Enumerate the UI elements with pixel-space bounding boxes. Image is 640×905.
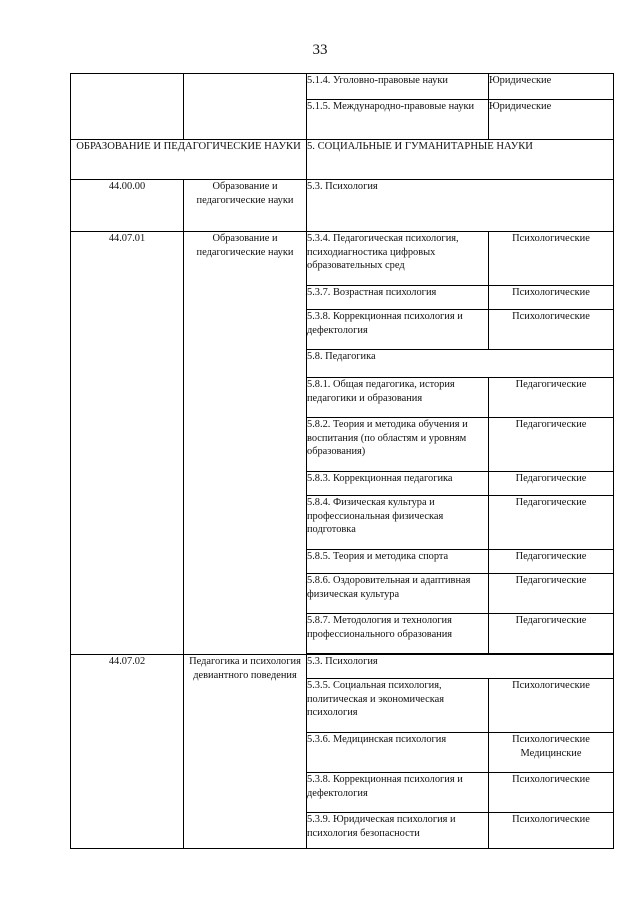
specialty-cell: 5.3.8. Коррекционная психология и дефектология — [307, 310, 489, 350]
page-number: 33 — [312, 42, 328, 58]
branch-cell: Психологические Медицинские — [489, 733, 614, 773]
specialty-cell: 5.3.6. Медицинская психология — [307, 733, 489, 773]
direction-name: Образование и педагогические науки — [184, 180, 307, 232]
branch-cell: Педагогические — [489, 378, 614, 418]
branch-cell: Психологические — [489, 286, 614, 310]
direction-code: 44.07.01 — [71, 232, 184, 655]
specialty-cell: 5.8.5. Теория и методика спорта — [307, 550, 489, 574]
direction-name: Педагогика и психология девиантного поведения — [184, 655, 307, 849]
table-row — [71, 232, 614, 286]
specialty-cell: 5.3.5. Социальная психология, политическая и экономическая психология — [307, 679, 489, 733]
empty-name-cell — [184, 74, 307, 140]
branch-cell: Педагогические — [489, 418, 614, 472]
direction-code: 44.00.00 — [71, 180, 184, 232]
branch-cell: Юридические — [489, 100, 614, 140]
empty-code-cell — [71, 74, 184, 140]
specialty-cell: 5.3.7. Возрастная психология — [307, 286, 489, 310]
section-title-right: 5. СОЦИАЛЬНЫЕ И ГУМАНИТАРНЫЕ НАУКИ — [307, 140, 614, 180]
section-title-left: ОБРАЗОВАНИЕ И ПЕДАГОГИЧЕСКИЕ НАУКИ — [71, 140, 307, 180]
specialty-group-cell: 5.3. Психология — [307, 180, 614, 232]
branch-cell: Психологические — [489, 773, 614, 813]
branch-cell: Психологические — [489, 679, 614, 733]
branch-cell: Психологические — [489, 813, 614, 849]
specialty-group-cell: 5.8. Педагогика — [307, 350, 614, 378]
specialty-cell: 5.8.3. Коррекционная педагогика — [307, 472, 489, 496]
specialty-cell: 5.8.4. Физическая культура и профессиональная физическая подготовка — [307, 496, 489, 550]
branch-cell: Психологические — [489, 232, 614, 286]
specialty-cell: 5.8.7. Методология и технология профессионального образования — [307, 614, 489, 654]
table-row — [71, 180, 614, 232]
specialty-cell: 5.1.5. Международно-правовые науки — [307, 100, 489, 140]
direction-name: Образование и педагогические науки — [184, 232, 307, 655]
section-header-row — [71, 140, 614, 180]
specialty-cell: 5.3.9. Юридическая психология и психология безопасности — [307, 813, 489, 849]
branch-cell: Педагогические — [489, 574, 614, 614]
specialties-table — [70, 73, 614, 849]
branch-cell: Юридические — [489, 74, 614, 100]
branch-cell: Педагогические — [489, 550, 614, 574]
specialty-cell: 5.8.2. Теория и методика обучения и воспитания (по областям и уровням образования) — [307, 418, 489, 472]
table-row — [71, 655, 614, 679]
specialty-group-cell: 5.3. Психология — [307, 655, 614, 679]
table-row — [71, 74, 614, 100]
branch-cell: Педагогические — [489, 614, 614, 654]
branch-cell: Психологические — [489, 310, 614, 350]
branch-cell: Педагогические — [489, 496, 614, 550]
specialty-cell: 5.3.4. Педагогическая психология, психодиагностика цифровых образовательных сред — [307, 232, 489, 286]
direction-code: 44.07.02 — [71, 655, 184, 849]
specialty-cell: 5.1.4. Уголовно-правовые науки — [307, 74, 489, 100]
specialty-cell: 5.8.6. Оздоровительная и адаптивная физическая культура — [307, 574, 489, 614]
specialty-cell: 5.8.1. Общая педагогика, история педагогики и образования — [307, 378, 489, 418]
branch-cell: Педагогические — [489, 472, 614, 496]
specialty-cell: 5.3.8. Коррекционная психология и дефектология — [307, 773, 489, 813]
